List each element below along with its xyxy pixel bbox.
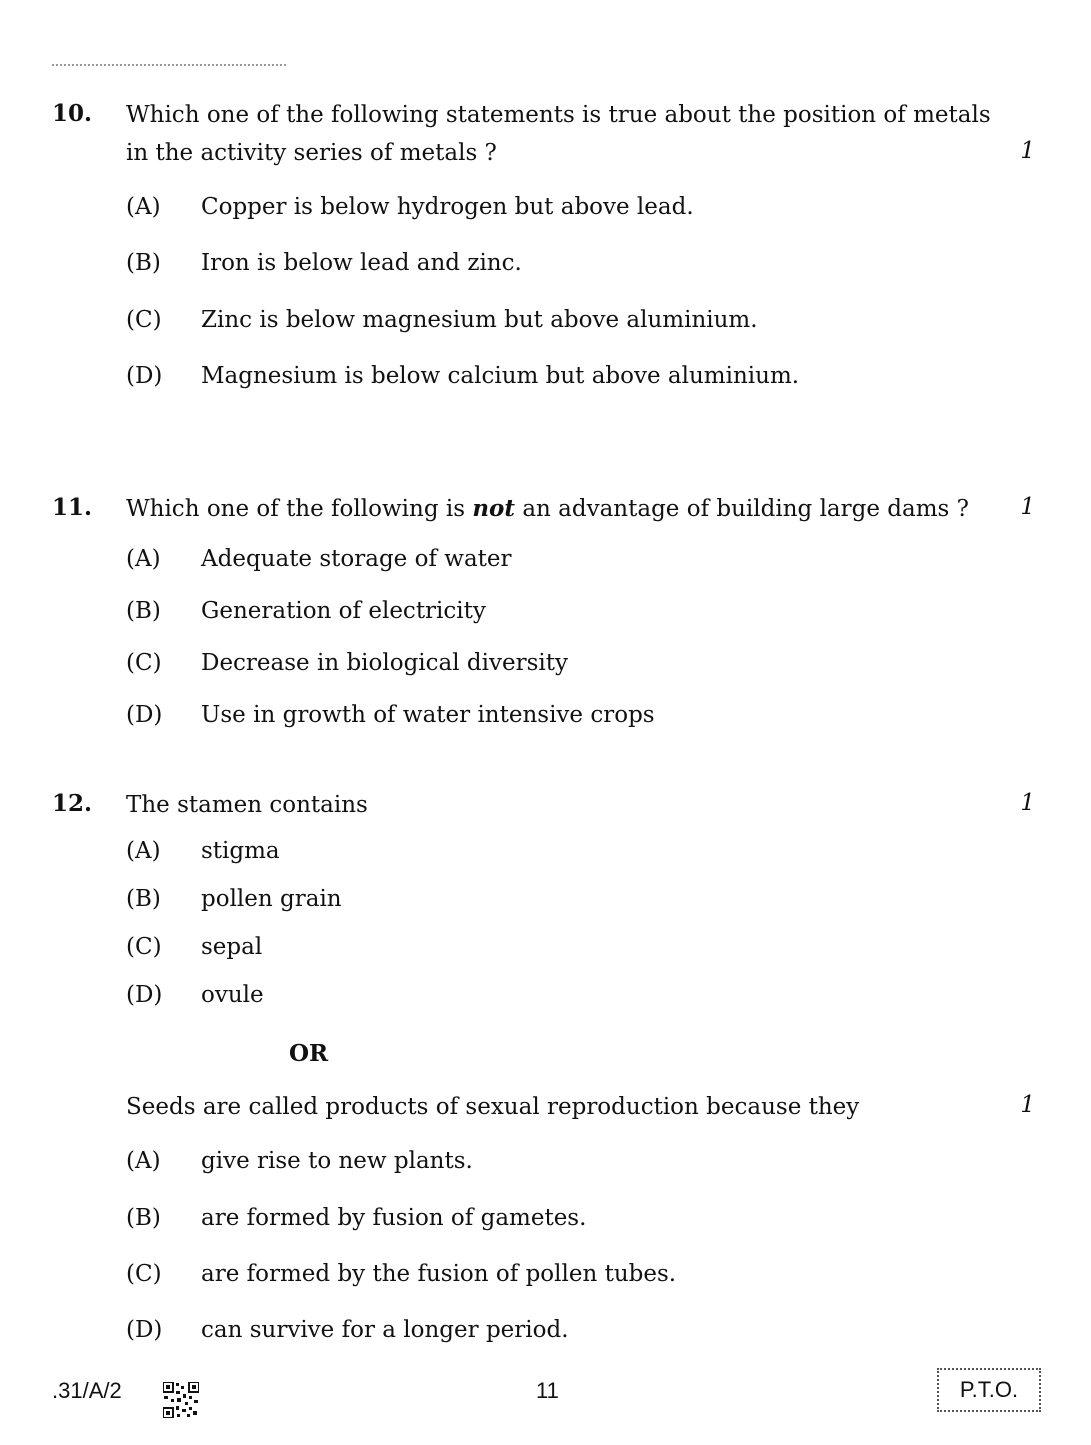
option-label: (C) [126,307,162,333]
qr-code-icon [163,1382,199,1418]
or-separator: OR [289,1040,329,1067]
option-label: (C) [126,934,162,960]
question-10-text [126,96,996,172]
question-12-text: The stamen contains [126,792,368,818]
option-text: stigma [201,838,280,864]
option-text: can survive for a longer period. [201,1317,569,1343]
option-label: (D) [126,702,163,728]
option-text: Use in growth of water intensive crops [201,702,655,728]
question-10-line-2: in the activity series of metals ? [126,140,497,166]
option-label: (A) [126,194,161,220]
question-11-text-before: Which one of the following is [126,496,473,522]
option-label: (B) [126,598,161,624]
question-11-emphasis: not [472,495,516,522]
option-label: (D) [126,982,163,1008]
option-text: sepal [201,934,263,960]
question-11-number: 11. [52,494,93,521]
question-11-marks: 1 [1020,494,1035,520]
question-12-marks: 1 [1020,790,1035,816]
option-label: (A) [126,838,161,864]
question-10-number: 10. [52,100,93,127]
option-text: Adequate storage of water [201,546,512,572]
option-text: Magnesium is below calcium but above aluminium. [201,363,800,389]
option-label: (C) [126,1261,162,1287]
pto-box: P.T.O. [937,1368,1041,1412]
option-label: (A) [126,1148,161,1174]
option-label: (A) [126,546,161,572]
option-label: (B) [126,886,161,912]
option-text: Decrease in biological diversity [201,650,569,676]
question-11-text-after: an advantage of building large dams ? [515,496,969,522]
option-text: give rise to new plants. [201,1148,473,1174]
option-text: pollen grain [201,886,342,912]
option-text: are formed by fusion of gametes. [201,1205,587,1231]
question-11-text [126,490,996,528]
question-12-alt-marks: 1 [1020,1092,1035,1118]
option-label: (B) [126,1205,161,1231]
option-label: (D) [126,363,163,389]
option-text: Zinc is below magnesium but above aluminium. [201,307,758,333]
option-label: (D) [126,1317,163,1343]
paper-code: .31/A/2 [52,1378,122,1403]
page-number: 11 [536,1378,559,1403]
option-label: (C) [126,650,162,676]
top-dotted-rule [52,64,286,66]
question-12-number: 12. [52,790,93,817]
option-label: (B) [126,250,161,276]
option-text: Iron is below lead and zinc. [201,250,522,276]
option-text: are formed by the fusion of pollen tubes. [201,1261,677,1287]
question-10-line-1: Which one of the following statements is true about the position of metals [126,102,991,128]
option-text: Generation of electricity [201,598,486,624]
option-text: Copper is below hydrogen but above lead. [201,194,694,220]
question-12-alt-text: Seeds are called products of sexual reproduction because they [126,1094,860,1120]
question-10-marks: 1 [1020,138,1035,164]
option-text: ovule [201,982,264,1008]
